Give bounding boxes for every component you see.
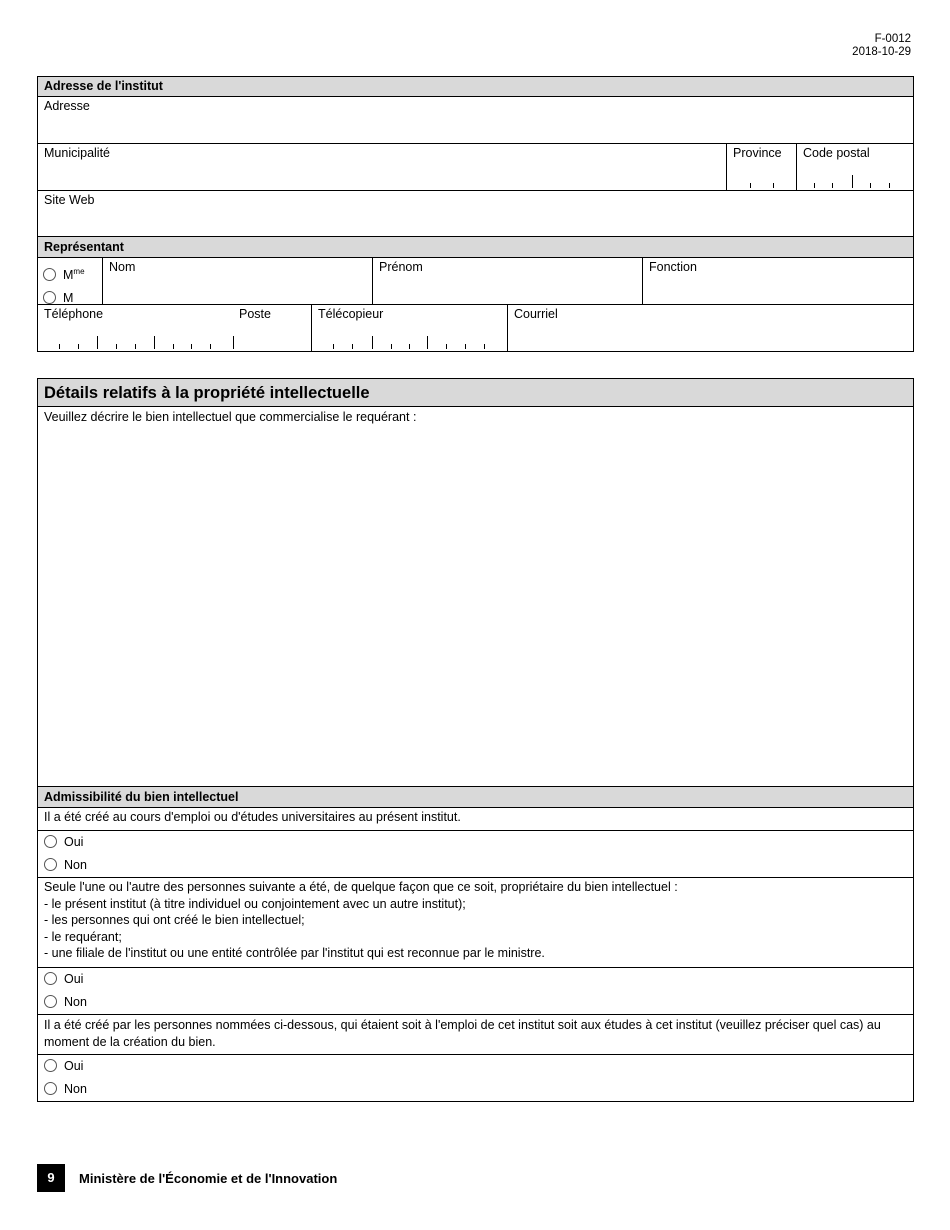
q2-line: - le requérant; <box>44 929 122 944</box>
q3-yes-option[interactable] <box>38 1055 913 1078</box>
phone-label: Téléphone <box>44 307 104 321</box>
postal-code-field[interactable] <box>796 144 913 190</box>
website-label: Site Web <box>44 193 95 207</box>
q2-line: - le présent institut (à titre individuel ou conjointement avec un autre institut); <box>44 896 466 911</box>
form-date: 2018-10-29 <box>852 45 911 58</box>
q3-no-label: Non <box>64 1082 87 1096</box>
first-name-label: Prénom <box>379 260 423 274</box>
q1-no-label: Non <box>64 858 87 872</box>
ip-details-section <box>37 378 914 1102</box>
q1-no-option[interactable] <box>38 854 913 877</box>
province-label: Province <box>733 146 782 160</box>
q2-yes-radio-icon[interactable] <box>44 972 57 985</box>
last-name-label: Nom <box>109 260 136 274</box>
eligibility-q3: Il a été créé par les personnes nommées ci-dessous, qui étaient soit à l'emploi de cet institut soit aux études à cet institut (veuillez préciser quel cas) au moment de la création du bien. <box>44 1018 881 1049</box>
q2-yes-label: Oui <box>64 972 84 986</box>
ip-details-header: Détails relatifs à la propriété intellectuelle <box>38 379 913 407</box>
fax-field[interactable] <box>311 305 507 351</box>
representative-name-row <box>38 258 913 305</box>
q2-line: Seule l'une ou l'autre des personnes suivante a été, de quelque façon que ce soit, propriétaire du bien intellectuel : <box>44 880 678 894</box>
email-label: Courriel <box>514 307 558 321</box>
province-tick-marks <box>727 174 796 188</box>
mme-label: $M^{me}$ <box>63 267 85 283</box>
q3-no-option[interactable] <box>38 1078 913 1101</box>
eligibility-q2-row <box>38 878 913 968</box>
institute-address-header: Adresse de l'institut <box>38 77 913 97</box>
eligibility-header: Admissibilité du bien intellectuel <box>38 787 913 808</box>
fax-tick-marks <box>312 335 507 349</box>
postal-code-label: Code postal <box>803 146 870 160</box>
representative-header: Représentant <box>38 237 913 258</box>
q1-yes-option[interactable] <box>38 831 913 854</box>
q2-no-radio-icon[interactable] <box>44 995 57 1008</box>
ip-description-area[interactable] <box>38 407 913 786</box>
q2-yes-option[interactable] <box>38 968 913 991</box>
describe-prompt: Veuillez décrire le bien intellectuel que commercialise le requérant : <box>44 410 417 424</box>
q1-answers <box>38 831 913 878</box>
mme-radio-icon[interactable] <box>43 268 56 281</box>
q3-yes-radio-icon[interactable] <box>44 1059 57 1072</box>
q2-line: - les personnes qui ont créé le bien intellectuel; <box>44 913 305 927</box>
q2-line: - une filiale de l'institut ou une entité contrôlée par l'institut qui est reconnue par le ministre. <box>44 946 545 960</box>
extension-label[interactable]: Poste <box>239 307 271 321</box>
first-name-field[interactable] <box>372 258 642 304</box>
municipality-field[interactable] <box>38 144 726 190</box>
m-radio-icon[interactable] <box>43 291 56 304</box>
ip-description-field[interactable] <box>38 407 913 787</box>
municipality-row <box>38 144 913 191</box>
last-name-field[interactable] <box>102 258 372 304</box>
address-field[interactable] <box>38 97 913 143</box>
phone-field[interactable] <box>38 305 311 351</box>
page-number: 9 <box>37 1164 65 1192</box>
q2-no-option[interactable] <box>38 991 913 1014</box>
q3-yes-label: Oui <box>64 1059 84 1073</box>
form-identifier <box>852 33 911 58</box>
eligibility-q1: Il a été créé au cours d'emploi ou d'études universitaires au présent institut. <box>44 810 461 824</box>
q1-yes-label: Oui <box>64 835 84 849</box>
q2-answers <box>38 968 913 1015</box>
q2-no-label: Non <box>64 995 87 1009</box>
title-choice <box>38 258 102 304</box>
contact-row <box>38 305 913 351</box>
q3-answers <box>38 1055 913 1101</box>
postal-code-tick-marks <box>797 174 913 188</box>
q1-yes-radio-icon[interactable] <box>44 835 57 848</box>
institute-section <box>37 76 914 352</box>
function-field[interactable] <box>642 258 913 304</box>
function-label: Fonction <box>649 260 697 274</box>
address-row <box>38 97 913 144</box>
phone-tick-marks <box>38 335 310 349</box>
q3-no-radio-icon[interactable] <box>44 1082 57 1095</box>
eligibility-q3-row <box>38 1015 913 1055</box>
q1-no-radio-icon[interactable] <box>44 858 57 871</box>
website-row <box>38 191 913 237</box>
title-mme-option[interactable] <box>43 260 102 287</box>
eligibility-q2 <box>38 878 913 967</box>
province-field[interactable] <box>726 144 796 190</box>
eligibility-q1-row <box>38 808 913 831</box>
address-label: Adresse <box>44 99 90 113</box>
form-code: F-0012 <box>874 33 911 45</box>
fax-label: Télécopieur <box>318 307 384 321</box>
m-label: M <box>63 291 74 306</box>
municipality-label: Municipalité <box>44 146 111 160</box>
email-field[interactable] <box>507 305 913 351</box>
ministry-name: Ministère de l'Économie et de l'Innovation <box>79 1171 338 1186</box>
website-field[interactable] <box>38 191 913 236</box>
